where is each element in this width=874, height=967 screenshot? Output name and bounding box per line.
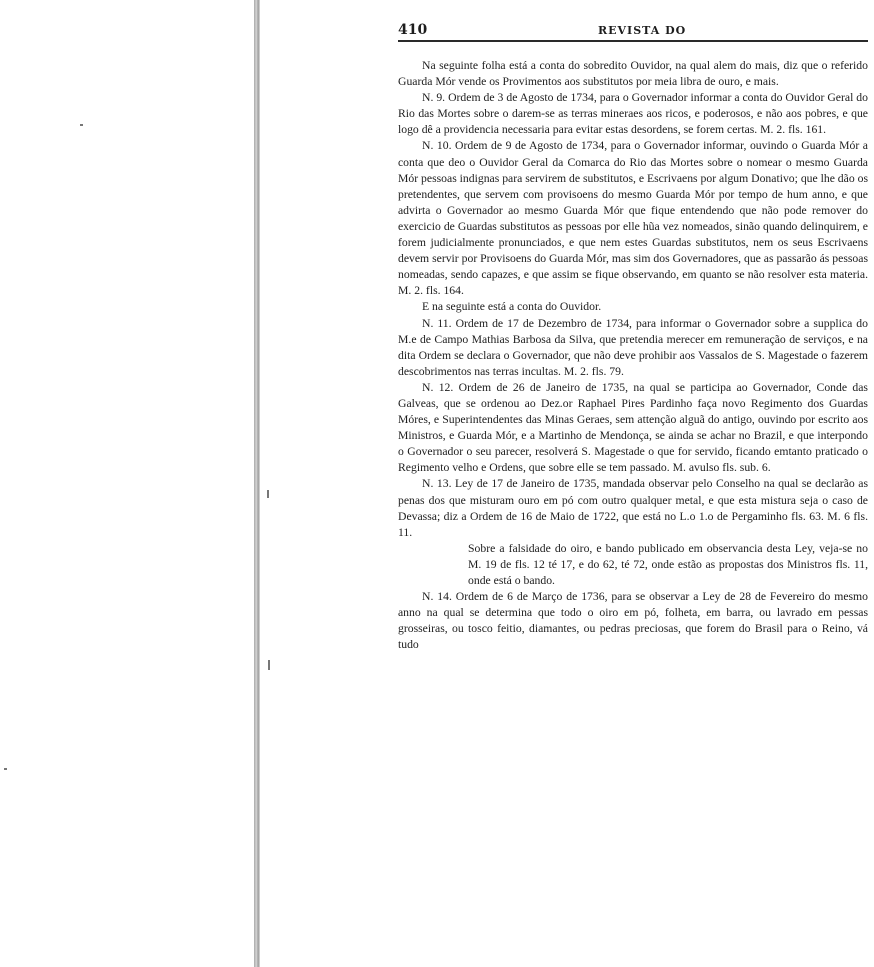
page-number: 410 — [398, 22, 428, 38]
scan-speck — [4, 768, 7, 770]
page-body — [398, 58, 868, 653]
paragraph-note: Sobre a falsidade do oiro, e bando publicado em observancia desta Ley, veja-se no M. 19 de fls. 12 té 17, e do 62, té 72, onde estão as propostas dos Ministros fls. 11, onde está o bando. — [468, 541, 868, 587]
scan-speck — [268, 660, 270, 670]
paragraph: N. 12. Ordem de 26 de Janeiro de 1735, na qual se participa ao Governador, Conde das Galveas, que se ordenou ao Dez.or Raphael Pires Pardinho faça novo Regimento dos Guardas Móres, e Superintendentes das Minas Geraes, sem attenção alguã do antigo, ouvindo por escrito aos Ministros, e Guarda Mór, e a Martinho de Mendonça, se ainda se achar no Brazil, e que interpondo o Governador o seu parecer, resolverá S. Magestade o que for servido, ficando emtanto praticado o Regimento velho e Ordens, que sobre elle se tem passado. M. avulso fls. sub. 6. — [398, 380, 868, 475]
scan-speck — [267, 490, 269, 498]
paragraph: N. 14. Ordem de 6 de Março de 1736, para se observar a Ley de 28 de Fevereiro do mesmo anno na qual se determina que todo o oiro em pó, folheta, em barra, ou lavrado em pessas grosseiras, ou tosco feitio, diamantes, ou pedras preciosas, que forem do Brasil para o Reino, vá tudo — [398, 590, 868, 652]
paragraph: N. 13. Ley de 17 de Janeiro de 1735, mandada observar pelo Conselho na qual se declarão as penas dos que misturam ouro em pó com outro qualquer metal, e que esta mistura seja o caso de Devassa; diz a Ordem de 16 de Maio de 1722, que está no L.o 1.o de Pergaminho fls. 63. M. 6 fls. 11. — [398, 477, 868, 539]
scan-speck — [80, 124, 83, 126]
page-header — [398, 22, 868, 42]
binding-gutter — [254, 0, 260, 967]
paragraph: Na seguinte folha está a conta do sobredito Ouvidor, na qual alem do mais, diz que o referido Guarda Mór vende os Provimentos aos substitutos por meia libra de ouro, e mais. — [398, 59, 868, 89]
paragraph: N. 9. Ordem de 3 de Agosto de 1734, para o Governador informar a conta do Ouvidor Geral do Rio das Mortes sobre o darem-se as terras mineraes aos ricos, e poderosos, e não aos pobres, e que logo dê a providencia necessaria para evitar estas desordens, se forem certas. M. 2. fls. 161. — [398, 91, 868, 137]
paragraph: N. 11. Ordem de 17 de Dezembro de 1734, para informar o Governador sobre a supplica do M.e de Campo Mathias Barbosa da Silva, que pretendia merecer em remuneração de serviços, e na dita Ordem se declara o Governador, que não deve prohibir aos Vassalos de S. Magestade o fazerem descobrimentos nas terras incultas. M. 2. fls. 79. — [398, 316, 868, 378]
running-title: REVISTA DO — [598, 24, 687, 37]
document-page — [398, 22, 868, 653]
paragraph: E na seguinte está a conta do Ouvidor. — [422, 300, 602, 314]
paragraph: N. 10. Ordem de 9 de Agosto de 1734, para o Governador informar, ouvindo o Guarda Mór a conta que deo o Ouvidor Geral da Comarca do Rio das Mortes sobre o nomear o mesmo Guarda Mór pessoas indignas para servirem de substitutos, e Escrivaens por algum Donativo; que lhe dão os pretendentes, que servem com provisoens do mesmo Guarda Mór por tempo de hum anno, e que advirta o Governador ao mesmo Guarda Mór que fique entendendo que não pode remover do exercicio de Guardas substitutos as pessoas por elle hũa vez nomeados, sinão quando delinquirem, e forem judicialmente pronunciados, e que nem estes Guardas substitutos, nem os seus Escrivaens devem servir por Provisoens do Guarda Mór, mas sim dos Governadores, que as passarão ás pessoas nomeadas, sendo capazes, e que assim se fique observando, em quanto se não resolver esta materia. M. 2. fls. 164. — [398, 139, 868, 298]
